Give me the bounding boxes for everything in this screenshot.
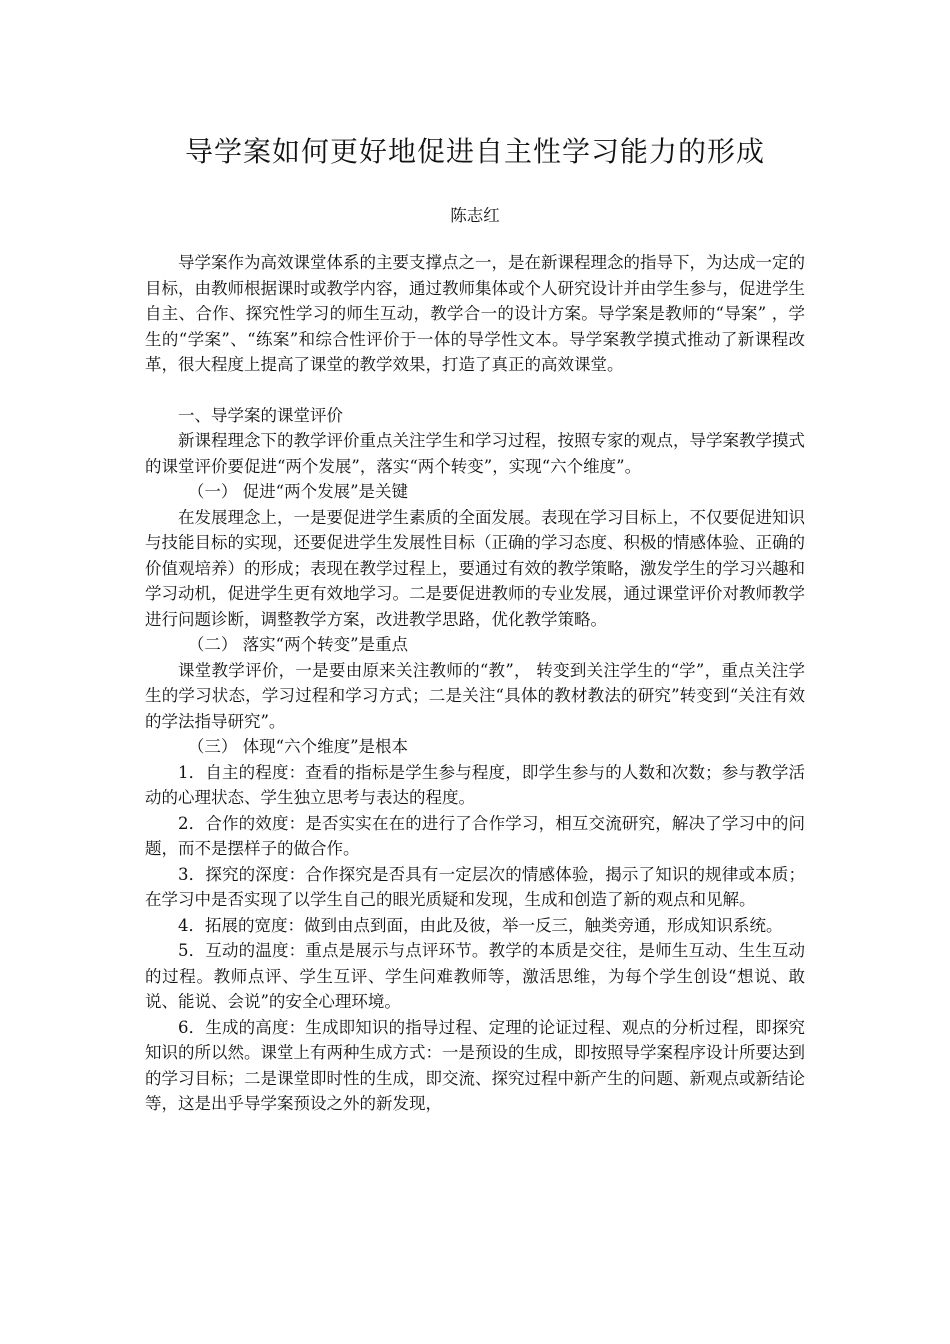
subsection-heading: （一） 促进“两个发展”是关键 xyxy=(187,482,409,501)
list-item: 6．生成的高度：生成即知识的指导过程、定理的论证过程、观点的分析过程，即探究知识的所以然。课堂上有两种生成方式：一是预设的生成，即按照导学案程序设计所要达到的学习目标；二是课堂即时性的生成，即交流、探究过程中新产生的问题、新观点或新结论等，这是出乎导学案预设之外的新发现， xyxy=(145,1017,805,1113)
paragraph: 在发展理念上，一是要促进学生素质的全面发展。表现在学习目标上，不仅要促进知识与技能目标的实现，还要促进学生发展性目标（正确的学习态度、积极的情感体验、正确的价值观培养）的形成；表现在教学过程上，要通过有效的教学策略，激发学生的学习兴趣和学习动机，促进学生更有效地学习。二是要促进教师的专业发展，通过课堂评价对教师教学进行问题诊断，调整教学方案，改进教学思路，优化教学策略。 xyxy=(145,507,805,629)
section-heading: 一、导学案的课堂评价 xyxy=(178,405,343,425)
list-item: 5．互动的温度：重点是展示与点评环节。教学的本质是交往，是师生互动、生生互动的过程。教师点评、学生互评、学生问难教师等，激活思维，为每个学生创设“想说、敢说、能说、会说”的安全心理环境。 xyxy=(145,941,805,1011)
author-name: 陈志红 xyxy=(450,206,500,225)
list-item: 1．自主的程度：查看的指标是学生参与程度，即学生参与的人数和次数；参与教学活动的心理状态、学生独立思考与表达的程度。 xyxy=(145,762,805,807)
subsection-heading: （二） 落实“两个转变”是重点 xyxy=(187,635,409,654)
list-item: 4．拓展的宽度：做到由点到面，由此及彼，举一反三，触类旁通，形成知识系统。 xyxy=(178,915,783,935)
subsection-heading: （三） 体现“六个维度”是根本 xyxy=(187,737,409,756)
paragraph: 课堂教学评价，一是要由原来关注教师的“教”， 转变到关注学生的“学”，重点关注学生的学习状态，学习过程和学习方式；二是关注“具体的教材教法的研究”转变到“关注有效的学法指导研究”。 xyxy=(145,660,805,731)
list-item: 2．合作的效度：是否实实在在的进行了合作学习，相互交流研究，解决了学习中的问题，而不是摆样子的做合作。 xyxy=(145,813,805,858)
intro-paragraph: 导学案作为高效课堂体系的主要支撑点之一，是在新课程理念的指导下，为达成一定的目标，由教师根据课时或教学内容，通过教师集体或个人研究设计并由学生参与，促进学生自主、合作、探究性学习的师生互动，教学合一的设计方案。导学案是教师的“导案” ，学生的“学案”、“练案”和综合性评价于一体的导学性文本。导学案教学摸式推动了新课程改革，很大程度上提高了课堂的教学效果，打造了真正的高效课堂。 xyxy=(145,253,805,374)
paragraph: 新课程理念下的教学评价重点关注学生和学习过程，按照专家的观点，导学案教学摸式的课堂评价要促进“两个发展”，落实“两个转变”，实现“六个维度”。 xyxy=(145,431,805,476)
document-body xyxy=(145,250,805,1117)
page-title: 导学案如何更好地促进自主性学习能力的形成 xyxy=(184,135,765,168)
list-item: 3．探究的深度：合作探究是否具有一定层次的情感体验，揭示了知识的规律或本质；在学习中是否实现了以学生自己的眼光质疑和发现，生成和创造了新的观点和见解。 xyxy=(145,864,805,909)
